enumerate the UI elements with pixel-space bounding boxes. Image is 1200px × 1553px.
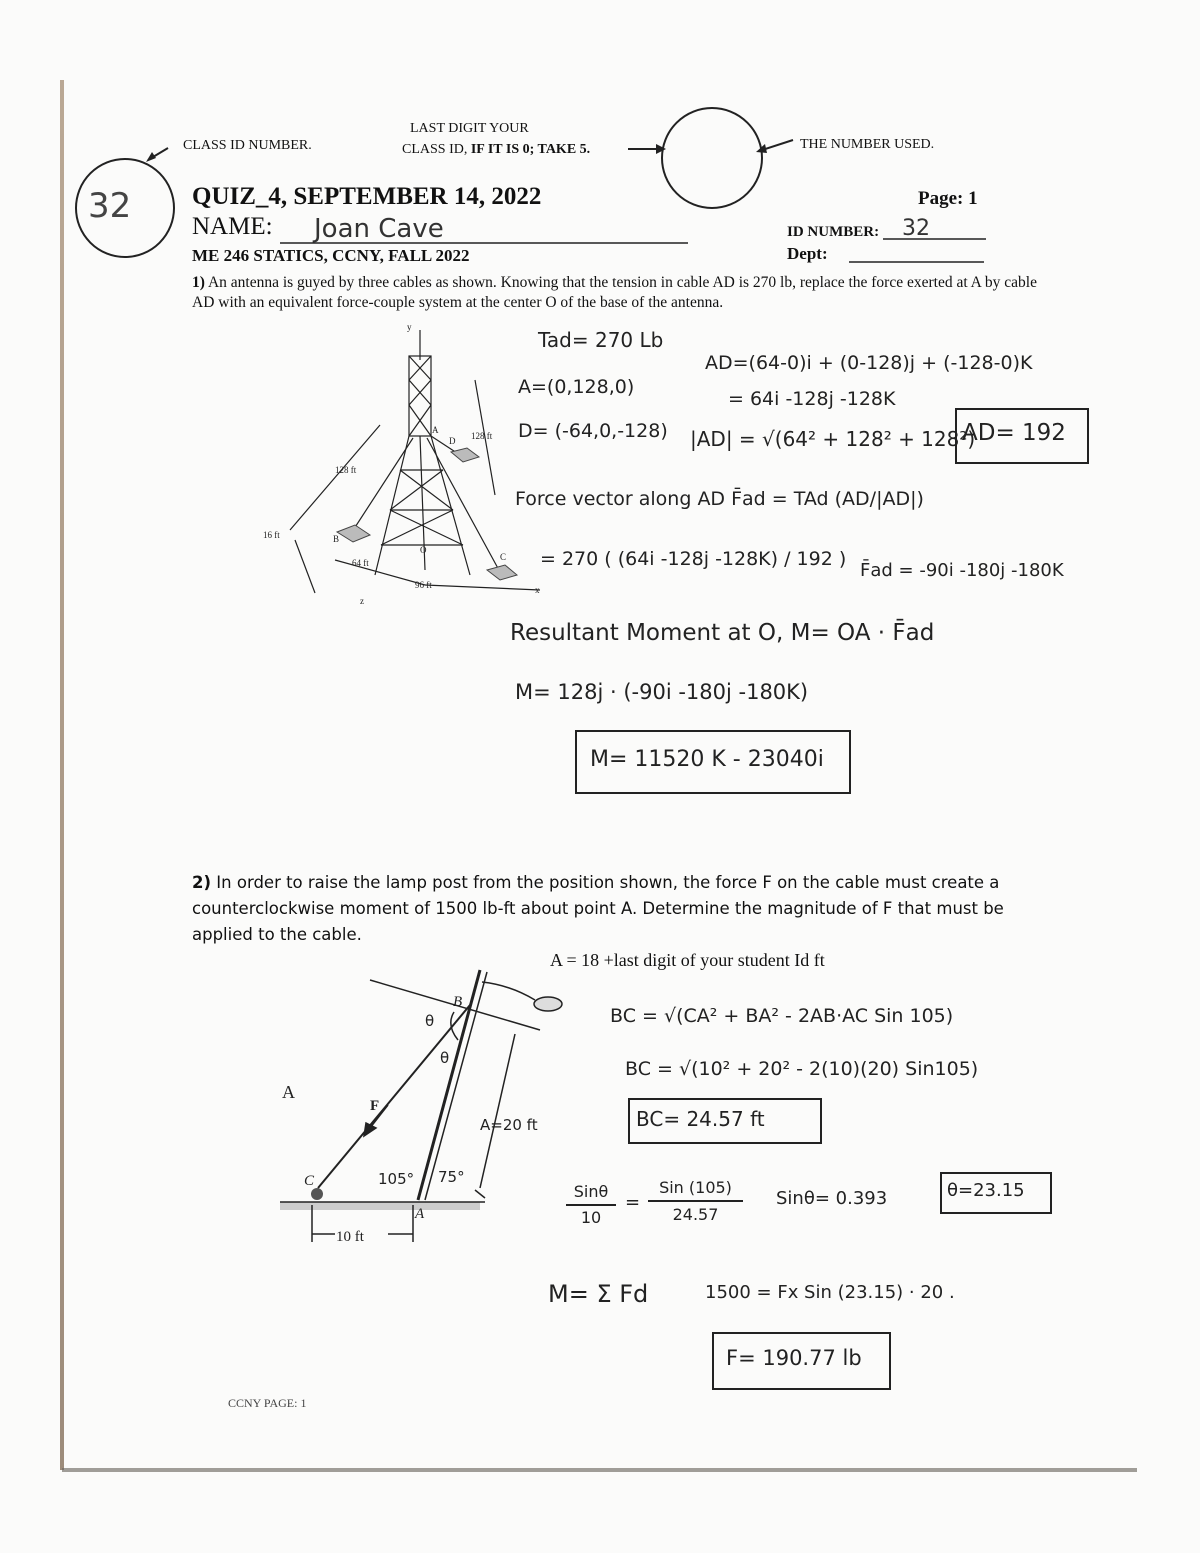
label-a: A — [432, 425, 439, 435]
class-id-label: CLASS ID NUMBER. — [183, 138, 312, 153]
dept-label: Dept: — [787, 244, 828, 263]
label-theta-mid: θ — [440, 1049, 450, 1067]
label-b: B — [453, 994, 463, 1010]
number-used-label: THE NUMBER USED. — [800, 137, 935, 152]
p2-given: A = 18 +last digit of your student Id ft — [550, 950, 825, 970]
lamp-post-figure — [270, 960, 590, 1250]
label-c: C — [500, 552, 507, 562]
label-16ft: 16 ft — [263, 530, 280, 540]
label-64ft: 64 ft — [352, 558, 369, 568]
p2-bc-result: BC= 24.57 ft — [636, 1107, 765, 1131]
p2-equals: = — [625, 1192, 641, 1213]
label-o: O — [420, 545, 427, 555]
p1-force-result: F̄ad = -90i -180j -180K — [860, 560, 1064, 581]
label-128-height: 128 ft — [471, 431, 493, 441]
label-105: 105° — [378, 1170, 415, 1188]
p1-point-d: D= (-64,0,-128) — [518, 420, 668, 442]
page-bottom-edge — [62, 1468, 1137, 1472]
problem2-statement: 2) In order to raise the lamp post from the position shown, the force F on the cable must create a counterclockwise moment of 1500 lb-ft about point A. Determine the magnitude of F that must be applied to the cable. — [192, 873, 1004, 944]
p2-sine-den2: 24.57 — [672, 1205, 719, 1224]
last-digit-line1: LAST DIGIT YOUR — [410, 121, 529, 136]
label-height: A=20 ft — [480, 1116, 538, 1134]
label-y: y — [407, 322, 412, 332]
p1-tad: Tad= 270 Lb — [538, 328, 664, 352]
label-75: 75° — [438, 1168, 465, 1186]
p1-ad-components: = 64i -128j -128K — [728, 388, 896, 410]
p2-sine-den1: 10 — [580, 1208, 602, 1227]
problem1-statement: 1) An antenna is guyed by three cables as shown. Knowing that the tension in cable AD is 270 lb, replace the force exerted at A by cable AD with an equivalent force-couple system at the center O of the base of the antenna. — [192, 274, 1037, 311]
p2-sine-bar2 — [648, 1200, 743, 1202]
last-digit-line2: CLASS ID, IF IT IS 0; TAKE 5. — [402, 142, 591, 157]
id-label: ID NUMBER: — [787, 224, 880, 240]
p2-f-result: F= 190.77 lb — [726, 1346, 862, 1370]
label-d: D — [449, 436, 456, 446]
label-b: B — [333, 534, 340, 544]
id-value: 32 — [902, 216, 930, 241]
label-f: F — [370, 1098, 380, 1114]
p2-sine-num2: Sin (105) — [659, 1178, 732, 1197]
quiz-title: QUIZ_4, SEPTEMBER 14, 2022 — [192, 183, 542, 210]
footer-page: CCNY PAGE: 1 — [228, 1396, 307, 1410]
p1-force-calc: = 270 ( (64i -128j -128K) / 192 ) — [540, 548, 847, 570]
class-id-value: 32 — [88, 186, 132, 226]
number-used-arrow — [762, 140, 793, 150]
antenna-figure — [255, 320, 555, 610]
header-arrows — [0, 0, 1200, 320]
name-label: NAME: — [192, 213, 273, 240]
p1-moment-calc: M= 128j · (-90i -180j -180K) — [515, 680, 809, 704]
course-line: ME 246 STATICS, CCNY, FALL 2022 — [192, 246, 470, 265]
p1-force-vector: Force vector along AD F̄ad = TAd (AD/|AD|) — [515, 488, 924, 510]
p1-point-a: A=(0,128,0) — [518, 376, 635, 398]
p2-bc-formula: BC = √(CA² + BA² - 2AB·AC Sin 105) — [610, 1005, 954, 1027]
label-a: A — [415, 1206, 425, 1222]
p1-moment-definition: Resultant Moment at O, M= OA · F̄ad — [510, 620, 935, 646]
p2-theta-result: θ=23.15 — [947, 1180, 1025, 1201]
p2-sine-bar1 — [566, 1204, 616, 1206]
name-value: Joan Cave — [314, 214, 444, 244]
p2-moment-sum: M= Σ Fd — [548, 1280, 649, 1308]
p1-moment-result: M= 11520 K - 23040i — [590, 747, 824, 772]
label-z: z — [360, 596, 364, 606]
label-c: C — [304, 1173, 315, 1189]
label-96ft: 96 ft — [415, 580, 432, 590]
label-10ft: 10 ft — [336, 1229, 364, 1245]
p2-sine-value: Sinθ= 0.393 — [776, 1188, 888, 1209]
p2-moment-equation: 1500 = Fx Sin (23.15) · 20 . — [705, 1282, 955, 1303]
p1-ad-result: AD= 192 — [962, 420, 1066, 446]
p2-sine-num1: Sinθ — [573, 1182, 609, 1201]
page-label: Page: 1 — [918, 188, 978, 209]
label-128-depth: 128 ft — [335, 465, 357, 475]
p2-bc-calc: BC = √(10² + 20² - 2(10)(20) Sin105) — [625, 1058, 979, 1080]
p1-ad-magnitude: |AD| = √(64² + 128² + 128²) — [690, 427, 976, 451]
label-x: x — [535, 585, 540, 595]
number-used-circle — [662, 108, 762, 208]
label-big-a: A — [282, 1082, 295, 1102]
label-theta-top: θ — [425, 1012, 435, 1030]
p1-ad-vector: AD=(64-0)i + (0-128)j + (-128-0)K — [705, 352, 1033, 374]
